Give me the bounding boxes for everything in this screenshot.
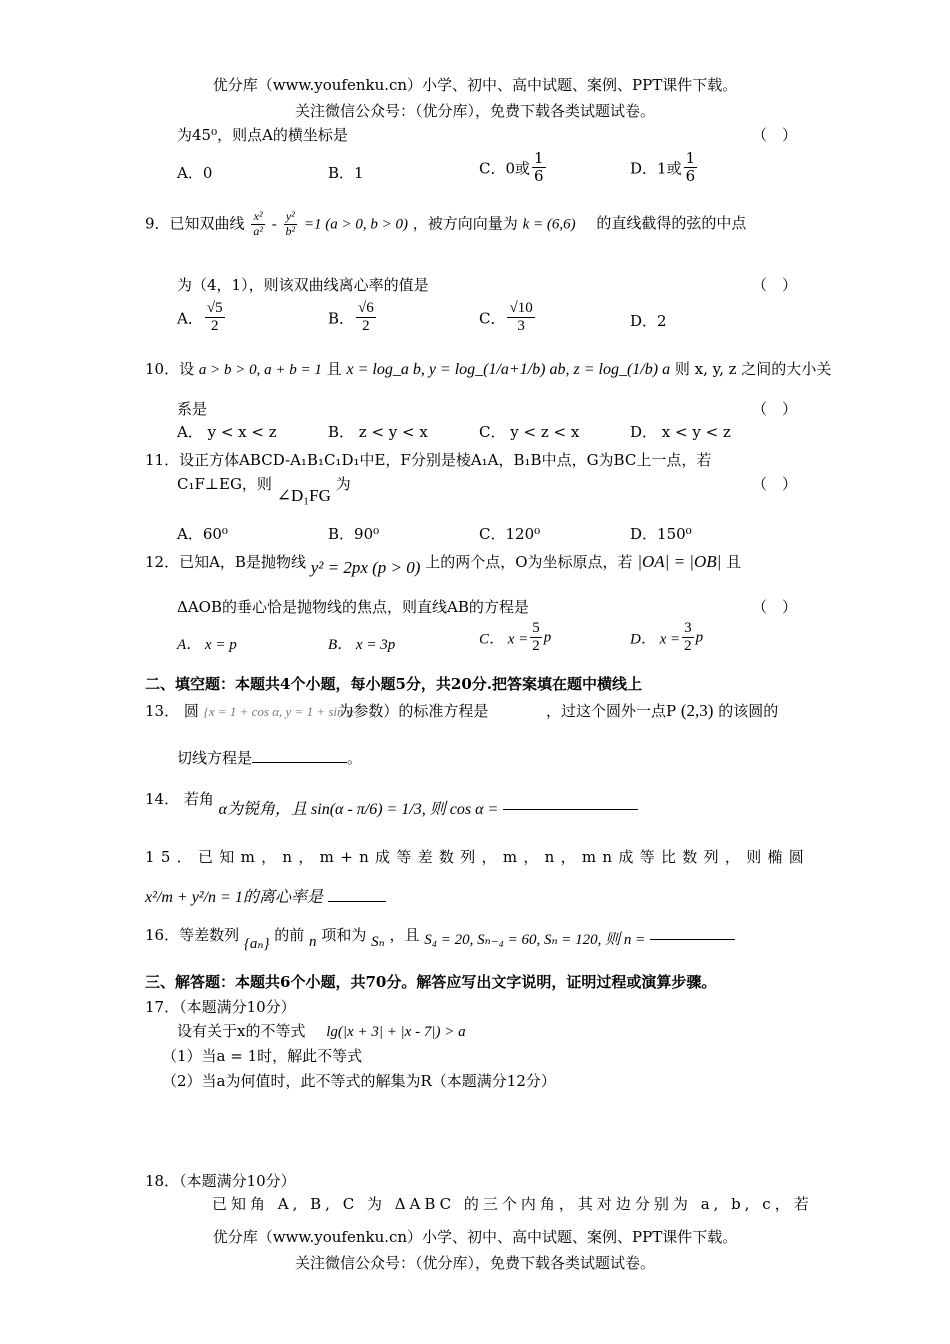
q12-line2: ΔAOB的垂心恰是抛物线的焦点，则直线AB的方程是 [177,598,529,616]
footer-line-2: 关注微信公众号：（优分库），免费下载各类试题试卷。 [294,1254,655,1272]
q11-answer-paren: （ ） [752,475,798,493]
q13-system: {x = 1 + cos α, y = 1 + sin α [203,704,354,719]
q8-text: 为45⁰，则点A的横坐标是 [177,126,348,144]
q10-option-b: B． z < y < x [328,423,428,441]
q11-line2: C₁F⊥EG，则 ∠D₁FG 为 [177,475,351,505]
q9-vector: k = (6,6) [522,216,576,233]
q10-option-a: A． y < x < z [177,423,277,441]
q14-stem: 14． 若角 α为锐角，且 sin(α - π/6) = 1/3, 则 cos α = [145,786,638,809]
q11-option-d: D．150⁰ [630,525,692,543]
q8-option-d: D．1或 $\frac{1}{6}$ [630,149,696,186]
q10-line2: 系是 [177,400,208,418]
q17-part2: （2）当a为何值时，此不等式的解集为R（本题满分12分） [162,1072,556,1090]
q17-title: 17．（本题满分10分） [145,998,296,1016]
q12-option-c: C． x = $\frac{5}{2}$ p [479,620,552,655]
q10-answer-paren: （ ） [752,400,798,418]
footer-line-1: 优分库（www.youfenku.cn）小学、初中、高中试题、案例、PPT课件下载。 [212,1228,738,1246]
q11-option-b: B．90⁰ [328,525,380,543]
q11-line1: 11．设正方体ABCD-A₁B₁C₁D₁中E，F分别是棱A₁A，B₁B中点，G为BC上一点，若 [145,451,712,469]
q9-option-c: C． $\frac{√10}{3}$ [479,300,533,335]
q10-option-d: D． x < y < z [630,423,731,441]
q16-stem: 16．等差数列 {aₙ} 的前 n 项和为 Sₙ ，且 S₄ = 20, Sₙ₋₄ = 60, Sₙ = 120, 则 n = [145,924,735,945]
q8-answer-paren: （ ） [752,126,798,144]
q9-answer-paren: （ ） [752,276,798,294]
q12-line1: 12．已知A，B是抛物线 y² = 2px (p > 0) 上的两个点，O为坐标原点，若 |OA| = |OB| 且 [145,552,742,577]
q9-stem: 9．已知双曲线 $\frac{\text{x²}}{\text{a²}}$ - $\frac{\text{y²}}{\text{b²}}$ =1 (a > 0, b > 0) ，被方向向量为 k = (6,6) 的直线截得的弦的中点 [145,209,747,238]
q9-line2: 为（4，1），则该双曲线离心率的值是 [177,276,429,294]
q12-option-b: B． x = 3p [328,637,396,653]
q10-option-c: C． y < z < x [479,423,580,441]
q9-option-b: B． $\frac{√6}{2}$ [328,300,374,335]
header-line-1: 优分库（www.youfenku.cn）小学、初中、高中试题、案例、PPT课件下载。 [212,76,738,94]
q12-answer-paren: （ ） [752,598,798,616]
q18-title: 18．（本题满分10分） [145,1172,296,1190]
q8-option-c: C．0或 $\frac{1}{6}$ [479,149,544,186]
q9-option-d: D．2 [630,312,667,330]
q13-line2: 切线方程是 。 [177,749,363,767]
q9-option-a: A． $\frac{√5}{2}$ [177,300,223,335]
q18-line1: 已知角 A, B, C 为 ΔABC 的三个内角，其对边分别为 a, b, c，若 [212,1195,813,1213]
section-3-heading: 三、解答题：本题共6个小题，共70分。解答应写出文字说明，证明过程或演算步骤。 [145,973,717,991]
q12-option-d: D． x = $\frac{3}{2}$ p [630,620,704,655]
q13-stem: 13． 圆 {x = 1 + cos α, y = 1 + sin α 为参数）的标准方程是 ，过这个圆外一点P (2,3) 的该圆的 [145,701,779,720]
q10-stem: 10．设 a > b > 0, a + b = 1 且 x = log_a b, y = log_(1/a+1/b) ab, z = log_(1/b) a 则 x, y, z 之间的大小关 [145,360,832,378]
q8-option-a: A．0 [177,164,213,182]
q15-line1: 15．已知m，n，m+n成等差数列，m，n，mn成等比数列，则椭圆 [145,848,811,866]
q15-line2: x²/m + y²/n = 1的离心率是 [145,884,386,907]
header-line-2: 关注微信公众号：（优分库），免费下载各类试题试卷。 [294,102,655,120]
q17-line1: 设有关于x的不等式 lg(|x + 3| + |x - 7|) > a [177,1022,466,1040]
q17-part1: （1）当a = 1时，解此不等式 [162,1047,363,1065]
q11-option-a: A．60⁰ [177,525,228,543]
q11-option-c: C．120⁰ [479,525,541,543]
q8-option-b: B．1 [328,164,364,182]
q12-option-a: A． x = p [177,637,237,653]
section-2-heading: 二、填空题：本题共4个小题，每小题5分，共20分.把答案填在题中横线上 [145,675,642,693]
